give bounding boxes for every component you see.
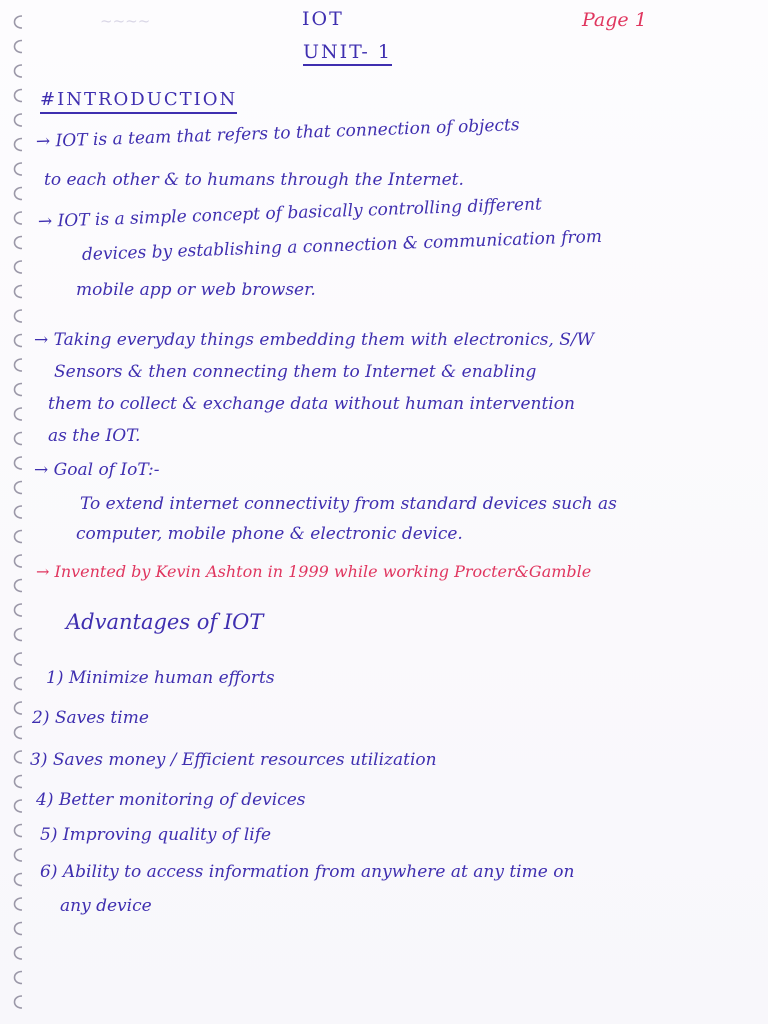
spiral-ring [15,457,23,469]
intro-line-5: mobile app or web browser. [76,280,316,300]
spiral-ring [15,604,23,616]
intro-line-4: devices by establishing a connection & communication from [81,226,603,265]
inventor-note: → Invented by Kevin Ashton in 1999 while working Procter&Gamble [36,562,592,581]
spiral-ring [15,727,23,739]
intro-line-9: as the IOT. [48,426,141,446]
page-number: Page 1 [582,9,647,31]
spiral-ring [15,482,23,494]
spiral-ring [15,310,23,322]
spiral-ring [15,678,23,690]
spiral-ring [15,776,23,788]
spiral-ring [15,800,23,812]
goal-line-1: To extend internet connectivity from standard devices such as [80,494,617,514]
spiral-ring [15,898,23,910]
unit-title: UNIT- 1 [303,42,392,66]
spiral-ring [15,384,23,396]
spiral-ring [15,825,23,837]
spiral-ring [15,751,23,763]
spiral-ring [15,433,23,445]
spiral-binding [8,10,30,1020]
spiral-ring [15,65,23,77]
spiral-ring [15,531,23,543]
spiral-ring [15,114,23,126]
spiral-ring [15,947,23,959]
spiral-ring [15,874,23,886]
advantage-item-6-cont: any device [60,896,152,916]
advantage-item-6: 6) Ability to access information from anywhere at any time on [40,862,575,882]
spiral-ring [15,335,23,347]
spiral-ring [15,972,23,984]
spiral-ring [15,163,23,175]
spiral-ring [15,359,23,371]
advantage-item-2: 2) Saves time [32,708,149,728]
spiral-ring [15,261,23,273]
intro-heading: #INTRODUCTION [40,90,237,114]
spiral-ring [15,188,23,200]
page-title: IOT [302,8,344,30]
spiral-ring [15,16,23,28]
spiral-ring [15,580,23,592]
advantages-heading: Advantages of IOT [66,610,264,634]
spiral-ring [15,506,23,518]
spiral-ring [15,212,23,224]
intro-line-7: Sensors & then connecting them to Internet & enabling [54,362,537,382]
spiral-ring [15,139,23,151]
intro-line-6: → Taking everyday things embedding them with electronics, S/W [34,330,595,350]
spiral-ring [15,408,23,420]
advantage-item-4: 4) Better monitoring of devices [36,790,306,810]
spiral-ring [15,702,23,714]
spiral-ring [15,629,23,641]
spiral-ring [15,996,23,1008]
intro-line-1: → IOT is a team that refers to that connection of objects [35,115,520,152]
intro-line-3: → IOT is a simple concept of basically controlling different [37,194,543,232]
bleed-through-text: ~~~~ [100,12,151,30]
intro-line-8: them to collect & exchange data without human intervention [48,394,575,414]
spiral-ring [15,923,23,935]
spiral-ring [15,237,23,249]
spiral-ring [15,41,23,53]
intro-line-2: to each other & to humans through the Internet. [44,170,464,190]
advantage-item-5: 5) Improving quality of life [40,825,272,845]
spiral-ring [15,555,23,567]
spiral-ring [15,653,23,665]
goal-heading: → Goal of IoT:- [34,460,160,480]
spiral-ring [15,286,23,298]
spiral-ring [15,849,23,861]
spiral-ring [15,90,23,102]
advantage-item-3: 3) Saves money / Efficient resources utilization [30,750,437,770]
goal-line-2: computer, mobile phone & electronic device. [76,524,463,544]
advantage-item-1: 1) Minimize human efforts [46,668,275,688]
